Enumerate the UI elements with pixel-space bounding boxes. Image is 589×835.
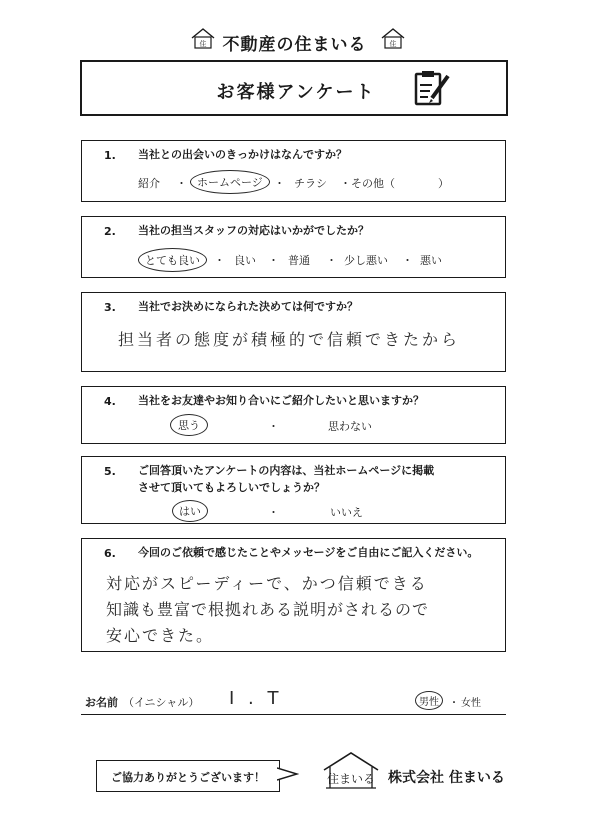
- question-number: 4.: [104, 395, 116, 408]
- form-title-box: [80, 60, 508, 116]
- name-initials-value[interactable]: I . T: [229, 688, 283, 709]
- question-text: 当社の担当スタッフの対応はいかがでしたか？: [138, 224, 369, 237]
- house-logo-icon: [380, 27, 406, 49]
- question-text-line-2: させて頂いてもよろしいでしょうか？: [138, 481, 325, 494]
- question-2-box: [81, 216, 506, 278]
- question-text: 今回のご依頼で感じたことやメッセージをご自由にご記入ください。: [138, 546, 479, 559]
- question-number: 1.: [104, 149, 116, 162]
- name-label: お名前: [85, 696, 118, 709]
- option-iie[interactable]: いいえ: [330, 506, 363, 519]
- house-logo-icon: [190, 27, 216, 49]
- option-separator: ・: [268, 506, 279, 519]
- clipboard-pen-icon: [412, 68, 452, 108]
- svg-text:住: 住: [199, 40, 207, 48]
- question-number: 3.: [104, 301, 116, 314]
- option-separator: ・: [326, 254, 337, 267]
- question-text: 当社をお友達やお知り合いにご紹介したいと思いますか？: [138, 394, 424, 407]
- option-omou-selected[interactable]: 思う: [170, 414, 208, 436]
- gender-female[interactable]: 女性: [461, 698, 481, 709]
- option-totemo-yoi-selected[interactable]: とても良い: [138, 248, 207, 272]
- option-omowanai[interactable]: 思わない: [328, 420, 372, 433]
- handwritten-answer-line-2: 知識も豊富で根拠れある説明がされるので: [106, 600, 430, 619]
- question-1-box: [81, 140, 506, 202]
- question-text: 当社との出会いのきっかけはなんですか？: [138, 148, 347, 161]
- question-5-box: [81, 456, 506, 524]
- option-separator: ・: [268, 420, 279, 433]
- brand-title: 不動産の住まいる: [222, 35, 367, 55]
- question-text-line-1: ご回答頂いたアンケートの内容は、当社ホームページに掲載: [138, 464, 435, 477]
- question-number: 6.: [104, 547, 116, 560]
- option-other-close: ）: [438, 177, 449, 190]
- handwritten-answer: 担当者の態度が積極的で信頼できたから: [118, 330, 461, 349]
- option-homepage-selected[interactable]: ホームページ: [190, 170, 270, 194]
- option-warui[interactable]: 悪い: [420, 254, 442, 267]
- question-text: 当社でお決めになられた決めては何ですか？: [138, 300, 358, 313]
- form-title: お客様アンケート: [216, 82, 376, 103]
- thanks-bubble: [96, 760, 280, 792]
- thanks-message: ご協力ありがとうございます！: [111, 771, 265, 784]
- question-6-box: [81, 538, 506, 652]
- gender-male-selected[interactable]: 男性: [415, 691, 443, 710]
- option-separator: ・: [268, 254, 279, 267]
- option-other[interactable]: ・その他（: [340, 177, 395, 190]
- question-4-box: [81, 386, 506, 444]
- option-separator: ・: [214, 254, 225, 267]
- name-label-initial: （イニシャル）: [123, 696, 200, 709]
- option-separator: ・: [402, 254, 413, 267]
- option-chirashi[interactable]: チラシ: [294, 177, 327, 190]
- option-separator: ・: [176, 177, 187, 190]
- speech-tail-icon: [277, 766, 299, 782]
- option-sukoshi-warui[interactable]: 少し悪い: [344, 254, 388, 267]
- question-number: 2.: [104, 225, 116, 238]
- option-shokai[interactable]: 紹介: [138, 177, 160, 190]
- question-number: 5.: [104, 465, 116, 478]
- option-hai-selected[interactable]: はい: [172, 500, 208, 522]
- handwritten-answer-line-1: 対応がスピーディーで、かつ信頼できる: [106, 574, 428, 593]
- option-futsu[interactable]: 普通: [288, 254, 310, 267]
- handwritten-answer-line-3: 安心できた。: [106, 626, 215, 645]
- name-row: [81, 690, 506, 715]
- question-3-box: [81, 292, 506, 372]
- company-name: 株式会社 住まいる: [388, 770, 505, 786]
- option-yoi[interactable]: 良い: [234, 254, 256, 267]
- company-house-logo-icon: [320, 750, 382, 792]
- svg-text:住: 住: [389, 40, 397, 48]
- svg-text:住まいる: 住まいる: [326, 772, 376, 786]
- option-separator: ・: [449, 698, 459, 709]
- option-separator: ・: [274, 177, 285, 190]
